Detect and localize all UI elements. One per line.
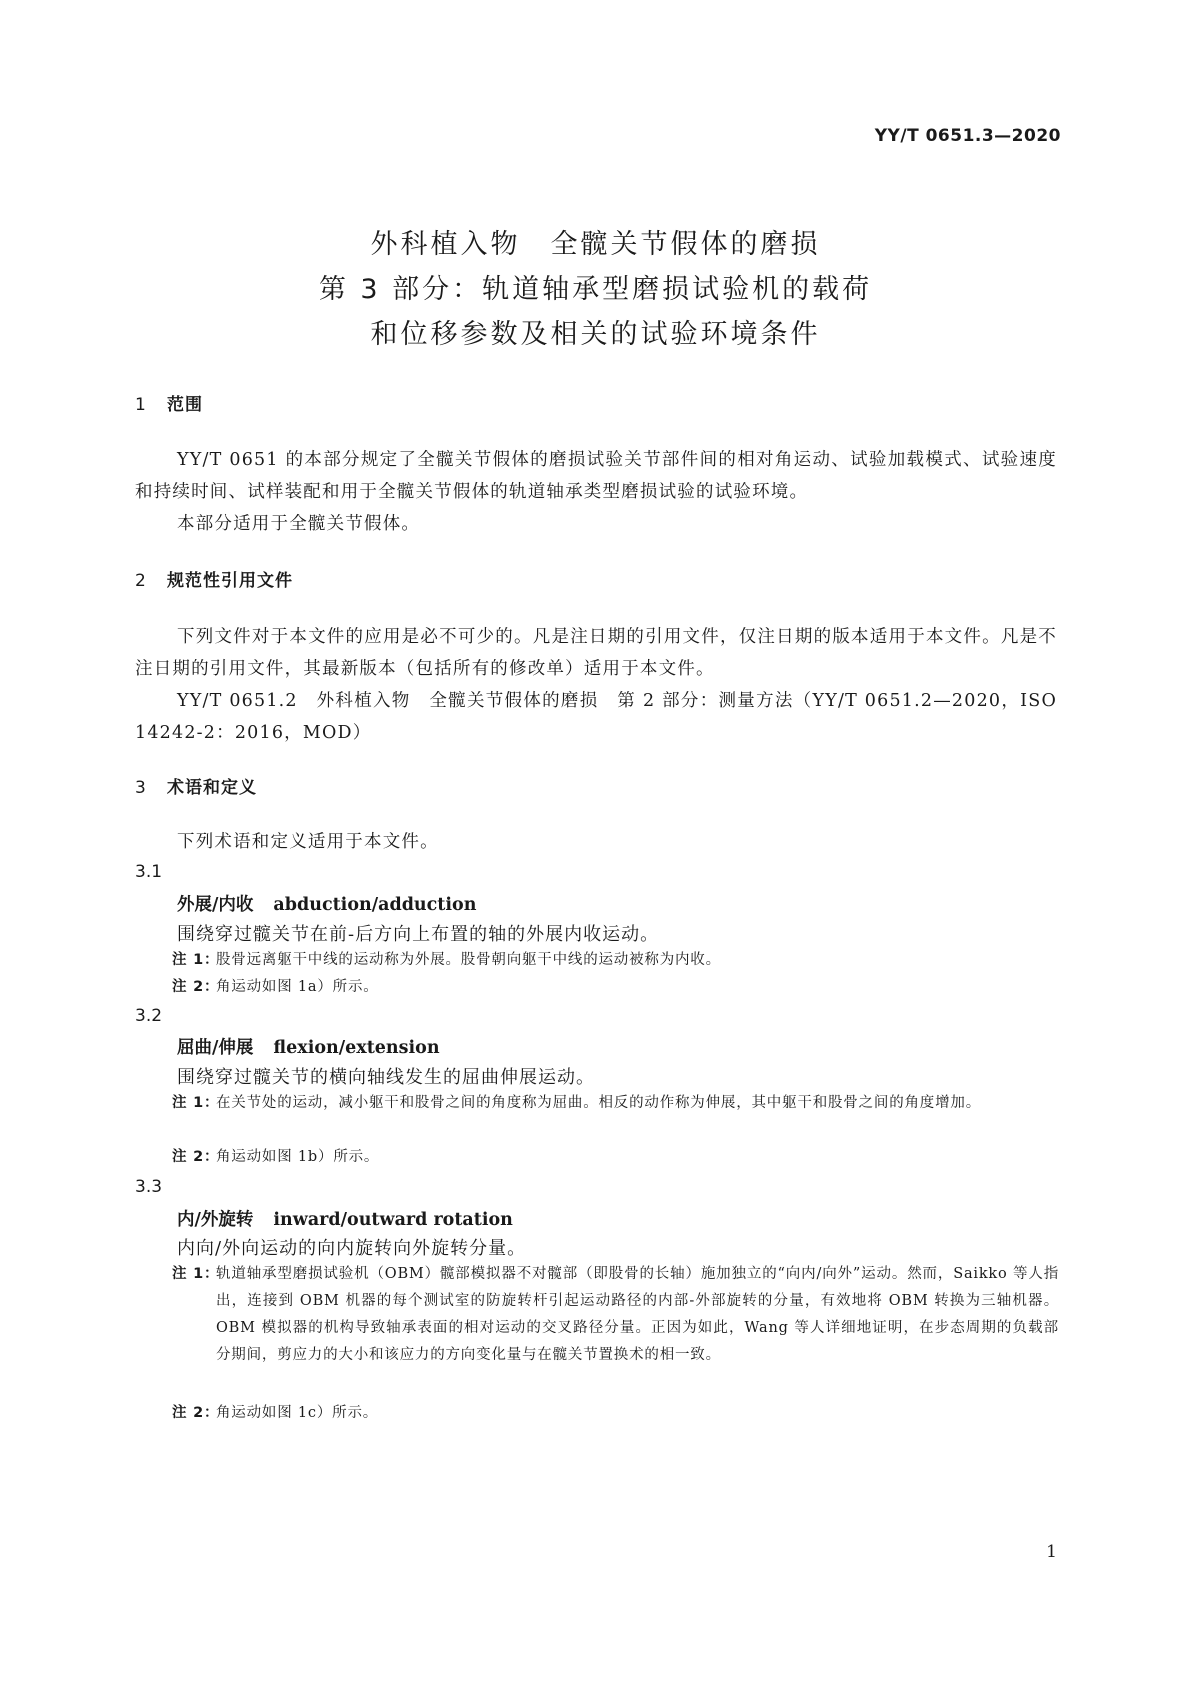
note-text: 角运动如图 1b）所示。 <box>216 1149 380 1165</box>
document-title <box>0 222 1191 357</box>
scope-applicability: 本部分适用于全髋关节假体。 <box>177 514 421 534</box>
term-definition: 围绕穿过髋关节的横向轴线发生的屈曲伸展运动。 <box>177 1067 595 1088</box>
note <box>172 1144 1059 1171</box>
note-label: 注 1： <box>172 952 220 968</box>
term-definition: 内向/外向运动的向内旋转向外旋转分量。 <box>177 1238 527 1259</box>
term-zh: 外展/内收 <box>177 895 254 915</box>
terms-intro: 下列术语和定义适用于本文件。 <box>177 832 439 852</box>
term-entry <box>177 1206 513 1231</box>
title-line-3: 和位移参数及相关的试验环境条件 <box>370 319 821 350</box>
section-1-heading <box>135 390 203 415</box>
term-definition: 围绕穿过髋关节在前-后方向上布置的轴的外展内收运动。 <box>177 924 660 945</box>
note-label: 注 1： <box>172 1095 220 1111</box>
term-entry <box>177 891 476 916</box>
section-number: 1 <box>135 395 147 415</box>
clause-number: 3.3 <box>135 1177 163 1197</box>
note-text: 角运动如图 1c）所示。 <box>216 1405 379 1421</box>
note-label: 注 2： <box>172 979 220 995</box>
note-label: 注 2： <box>172 1405 220 1421</box>
note <box>172 947 1059 974</box>
title-line-1: 外科植入物 全髋关节假体的磨损 <box>370 229 821 260</box>
note <box>172 1261 1059 1369</box>
normative-reference: YY/T 0651.2 外科植入物 全髋关节假体的磨损 第 2 部分：测量方法（YY/T 0651.2—2020，ISO 14242-2：2016，MOD） <box>135 691 1057 743</box>
note-label: 注 2： <box>172 1149 220 1165</box>
scope-paragraph: YY/T 0651 的本部分规定了全髋关节假体的磨损试验关节部件间的相对角运动、试验加载模式、试验速度和持续时间、试样装配和用于全髋关节假体的轨道轴承类型磨损试验的试验环境。 <box>135 450 1057 502</box>
note-text: 角运动如图 1a）所示。 <box>216 979 379 995</box>
note <box>172 1090 1059 1117</box>
note-text: 股骨远离躯干中线的运动称为外展。股骨朝向躯干中线的运动被称为内收。 <box>216 952 721 968</box>
note <box>172 1400 1059 1427</box>
section-3-heading <box>135 773 257 798</box>
section-number: 3 <box>135 778 147 798</box>
term-en: abduction/adduction <box>273 895 477 915</box>
note-text: 轨道轴承型磨损试验机（OBM）髋部模拟器不对髋部（即股骨的长轴）施加独立的“向内/向外”运动。然而，Saikko 等人指出，连接到 OBM 机器的每个测试室的防旋转杆引起运动路径的内部-外部旋转的分量，有效地将 OBM 转换为三轴机器。OBM 模拟器的机构导致轴承表面的相对运动的交叉路径分量。正因为如此，Wang 等人详细地证明，在步态周期的负载部分期间，剪应力的大小和该应力的方向变化量与在髋关节置换术的相一致。 <box>216 1266 1059 1363</box>
standard-code: YY/T 0651.3—2020 <box>874 126 1061 146</box>
section-title: 范围 <box>167 395 203 415</box>
section-number: 2 <box>135 571 147 591</box>
term-en: inward/outward rotation <box>273 1210 513 1230</box>
title-line-2: 第 3 部分：轨道轴承型磨损试验机的载荷 <box>318 274 873 305</box>
term-zh: 内/外旋转 <box>177 1210 254 1230</box>
note-text: 在关节处的运动，减小躯干和股骨之间的角度称为屈曲。相反的动作称为伸展，其中躯干和股骨之间的角度增加。 <box>216 1095 981 1111</box>
term-entry <box>177 1034 440 1059</box>
term-zh: 屈曲/伸展 <box>177 1038 254 1058</box>
clause-number: 3.1 <box>135 862 163 882</box>
normative-intro-paragraph: 下列文件对于本文件的应用是必不可少的。凡是注日期的引用文件，仅注日期的版本适用于本文件。凡是不注日期的引用文件，其最新版本（包括所有的修改单）适用于本文件。 <box>135 627 1057 679</box>
page-number: 1 <box>1046 1542 1057 1562</box>
clause-number: 3.2 <box>135 1006 163 1026</box>
section-2-heading <box>135 566 293 591</box>
section-title: 规范性引用文件 <box>167 571 293 591</box>
section-title: 术语和定义 <box>167 778 257 798</box>
note-label: 注 1： <box>172 1266 220 1282</box>
note <box>172 974 1059 1001</box>
term-en: flexion/extension <box>273 1038 440 1058</box>
